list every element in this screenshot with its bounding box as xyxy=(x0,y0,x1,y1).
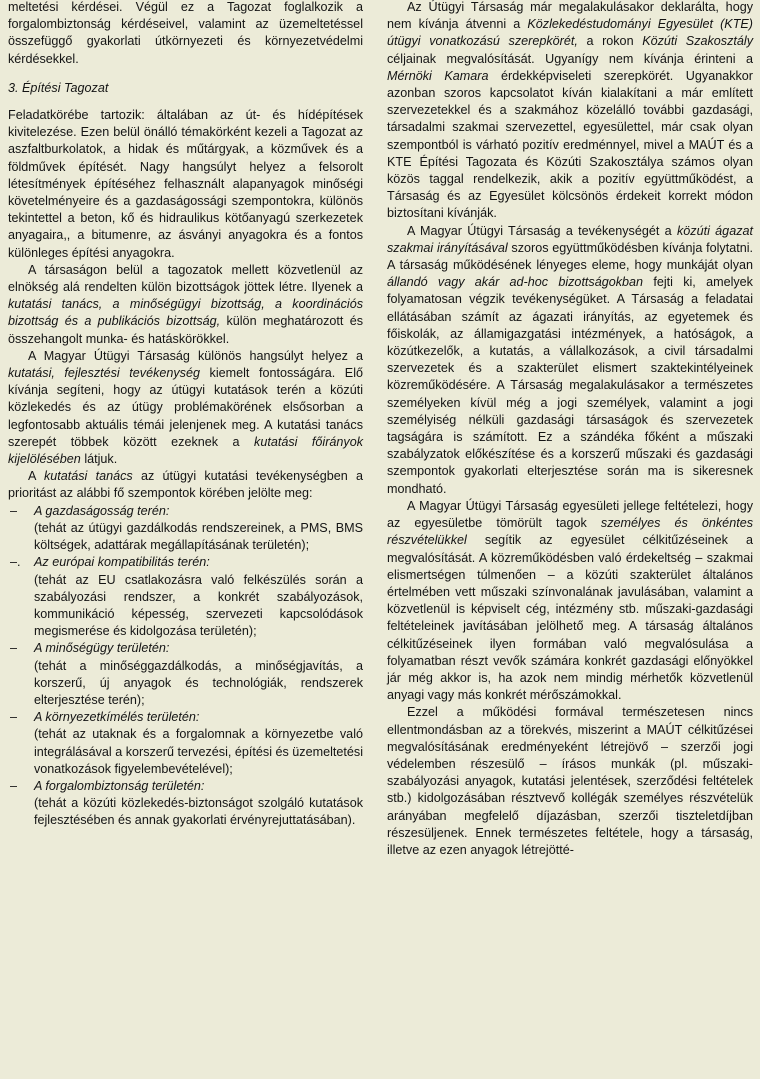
list-item xyxy=(8,503,363,555)
list-item xyxy=(8,640,363,709)
list-item xyxy=(8,778,363,830)
text-run: a rokon xyxy=(577,34,643,49)
list-item-body: (tehát az utaknak és a forgalomnak a környezetbe való integrálásával a korszerű tervezési, építési és üzemeltetési vonatkozások figyelembevételével); xyxy=(34,727,363,776)
paragraph-copyright: Ezzel a működési formával természetesen nincs ellentmondásban az a törekvés, miszerint a MAÚT célkitűzései megvalósításának eredményeként létrejövő – szerzői jogi védelemben részesülő – írásos munkák (pl. műszaki-szabályozási anyagok, kutatási jelentések, szerződési feltételek stb.) kidolgozásában résztvevő kollégák személyes részvételük arányában megfelelő díjazásban, szerzői tiszteletdíjban részesüljenek. Ennek természetes feltétele, hogy a társaság, illetve az ezen anyagok létrejötté- xyxy=(387,705,753,857)
text-run: A Magyar Útügyi Társaság egyesületi jellege feltételezi, hogy az egyesületbe tömörült tagok xyxy=(387,498,753,531)
paragraph-membership xyxy=(387,498,753,704)
paragraph-committees xyxy=(8,262,363,348)
left-column xyxy=(8,0,363,830)
paragraph-intro: meltetési kérdései. Végül ez a Tagozat foglalkozik a forgalombiztonság kérdéseivel, valamint az üzemeltetéssel összefüggő gyakorlati útkörnyezeti és környezetvédelmi kérdésekkel. xyxy=(8,0,363,66)
text-run: A xyxy=(28,469,44,484)
text-run: A társaságon belül a tagozatok mellett közvetlenül az elnökség alá rendelten külön bizottságok jöttek létre. Ilyenek a xyxy=(8,262,363,295)
text-run: látjuk. xyxy=(80,452,118,467)
list-item-title: Az európai kompatibilitás terén: xyxy=(34,555,210,570)
emphasis-committees: kutatási tanács, a minőségügyi bizottság, a koordinációs bizottság és a publikációs bizottság, xyxy=(8,297,363,329)
list-item-title: A minőségügy területén: xyxy=(34,641,170,656)
text-run: fejti ki, amelyek folyamatosan végzik tevékenységüket. A Társaság a feladatai ellátásában számít az ágazati irányítás, az egyetemek és főiskolák, az államigazgatási intézmények, a hatóságok, a közútkezelők, a kutatás, a vállalkozások, a civil társadalmi szervezetek és a szakterület elismert szaktekintélyeinek közreműködésére. A Társaság megalakulásakor a természetes személyeken kívül még a jogi személyek, valamint a jogi személyiség nélküli gazdasági társaságok és szervezetek tagságára is számított. Ez a szándéka főként a műszaki szabályzatok előkészítése és a korszerű műszaki és gazdasági szempontok gyakorlati elterjesztése során ma is sikeresnek mondható. xyxy=(387,275,753,496)
text-run: A Magyar Útügyi Társaság különös hangsúlyt helyez a xyxy=(28,348,363,363)
emphasis-kte: Közlekedéstudományi Egyesület (KTE) útügyi vonatkozású szerepkörét, xyxy=(387,17,753,49)
emphasis-committees-adhoc: állandó vagy akár ad-hoc bizottságokban xyxy=(387,275,644,290)
list-dash: –. xyxy=(10,555,21,570)
paragraph-scope: Feladatkörébe tartozik: általában az út- és hídépítések kivitelezése. Ezen belül önálló témakörként kezeli a Tagozat az aszfaltburkolatok, a hidak és műtárgyak, a közművek és a földművek építését. Nagy hangsúlyt helyez a felsorolt létesítmények építéséhez felhasznált alapanyagok minőségi követelményeire és a gazdaságossági szempontokra, különös tekintettel a beton, kő és hidraulikus kötőanyagú szerkezetek anyagaira,, a bitumenre, az ásványi anyagokra és a fontos különleges építési anyagokra. xyxy=(8,108,363,260)
list-item-body: (tehát az EU csatlakozásra való felkészülés során a szabályozási rendszer, a konkrét szabályozások, kommunikáció képesség, szervezeti kapcsolódások megismerése és kidolgozása területén); xyxy=(34,572,363,639)
text-run: érdekképviseleti szerepkörét. Ugyanakkor azonban szoros kapcsolatot kíván kialakítani a már említett szervezetekkel és a szakmához közelálló további gazdasági, társadalmi szakmai szervezettel, egyesülettel, már csak olyan szempontból is várható pozitív eredménnyel, mivel a MAÚT és a KTE Építési Tagozata és Közúti Szakosztálya számos olyan közös taggal rendelkezik, akik a pozitív együttműködést, a Társaság és az Egyesület kölcsönös érdekeit korrekt módon biztosítani kívánják. xyxy=(387,68,753,221)
text-run: segítik az egyesület célkitűzéseinek a megvalósítását. A közreműködésben való érdekeltség – szakmai elismertségen túlmenően – a közúti szakterület általános értelmében vett műszaki színvonalának javulásában, valamint a közvetlenül is képviselt cég, intézmény stb. műszaki-gazdasági feltételeinek javításában jelölhető meg. A társaság általános célkitűzéseinek ilyen formában való megvalósulása a folyamatban részt vevők számára konkrét gazdasági előnyökkel jár még akkor is, ha azok nem mindig mérhetők közvetlenül anyagi vagy más konkrét mérőszámokkal. xyxy=(387,533,753,703)
list-dash: – xyxy=(10,710,18,725)
section-heading: 3. Építési Tagozat xyxy=(8,80,109,95)
paragraph-research xyxy=(8,348,363,468)
paragraph-kte-relations xyxy=(387,0,753,223)
paragraph-cooperation xyxy=(387,223,753,498)
list-dash: – xyxy=(10,778,18,793)
list-item xyxy=(8,554,363,640)
emphasis-participation: személyes és önkéntes részvételükkel xyxy=(387,516,753,548)
list-dash: – xyxy=(10,503,18,518)
list-item-title: A környezetkímélés területén: xyxy=(34,710,200,725)
text-run: céljainak megvalósítását. Ugyanígy nem kívánja érinteni a xyxy=(387,51,753,66)
emphasis-section: Közúti Szakosztály xyxy=(642,34,753,49)
text-run: Az Útügyi Társaság már megalakulásakor deklarálta, hogy nem kívánja átvenni a xyxy=(387,0,753,32)
text-run: külön meghatározott és összehangolt munka- és hatáskörökkel. xyxy=(8,314,363,346)
emphasis-sector: közúti ágazat szakmai irányításával xyxy=(387,223,753,255)
list-item-body: (tehát a közúti közlekedés-biztonságot szolgáló kutatások fejlesztésében és annak gyakorlati érvényrejuttatásában). xyxy=(34,796,363,828)
text-run: A Magyar Útügyi Társaság a tevékenységét a xyxy=(407,223,677,238)
text-run: szoros együttműködésben kívánja folytatni. A társaság működésének lényeges eleme, hogy munkáját olyan xyxy=(387,240,754,273)
paragraph-council xyxy=(8,468,363,502)
text-run: az útügyi kutatási tevékenységben a prioritást az alábbi fő szempontok körében jelölte meg: xyxy=(8,469,363,501)
emphasis-chamber: Mérnöki Kamara xyxy=(387,68,489,83)
emphasis-council: kutatási tanács xyxy=(43,469,133,484)
text-run: kiemelt fontosságára. Elő kívánja segíteni, hogy az útügyi kutatások terén a közúti közlekedés és az útügy problémakörének elsősorban a legfontosabb aktuális témái jelenjenek meg. A kutatási tanács szerepét többek között ezeknek a xyxy=(8,366,363,449)
list-item-body: (tehát a minőséggazdálkodás, a minőségjavítás, a korszerű, új anyagok és technológiák, rendszerek elterjesztése terén); xyxy=(34,658,363,707)
right-column xyxy=(387,0,753,859)
list-item-title: A forgalombiztonság területén: xyxy=(34,778,205,793)
list-item xyxy=(8,709,363,778)
list-dash: – xyxy=(10,641,18,656)
emphasis-directions: kutatási főirányok kijelölésében xyxy=(8,434,363,467)
emphasis-research: kutatási, fejlesztési tevékenység xyxy=(8,366,200,381)
list-item-body: (tehát az útügyi gazdálkodás rendszereinek, a PMS, BMS költségek, adattárak megállapításának területén); xyxy=(34,520,363,553)
priority-list xyxy=(8,503,363,830)
list-item-title: A gazdaságosság terén: xyxy=(34,503,170,518)
